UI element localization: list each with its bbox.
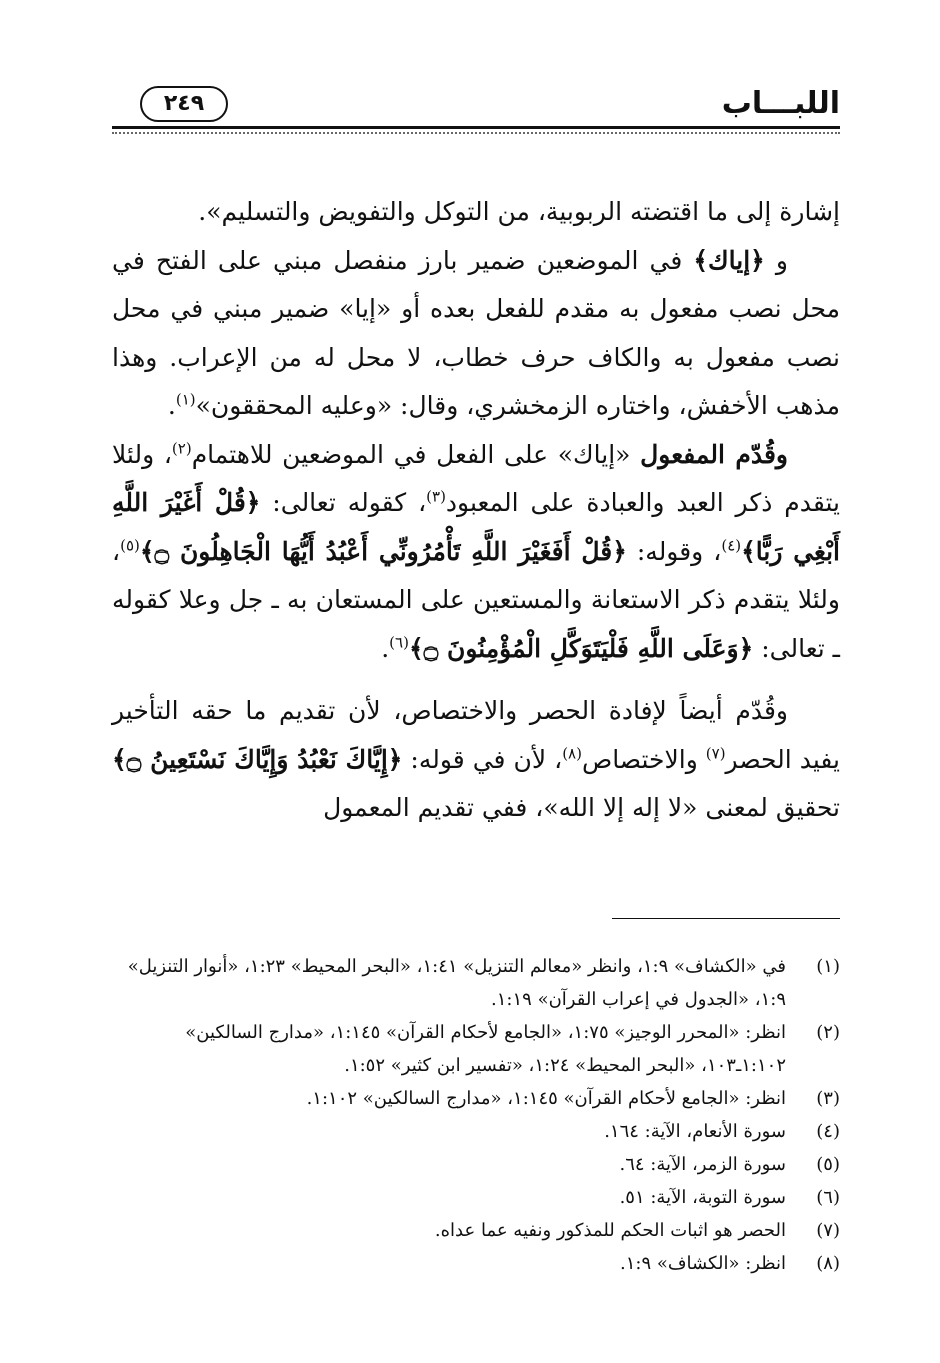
footnote-ref: (٢): [171, 439, 192, 458]
footnote-number: (٤): [816, 1121, 840, 1142]
footnote: [112, 1247, 840, 1280]
footnote-ref: (٨): [562, 744, 582, 763]
footnote-ref: (٣): [426, 487, 446, 506]
quran-verse: ﴿قُلْ أَغَيْرَ اللَّهِ أَبْغِي رَبًّا﴾: [112, 488, 840, 566]
footnote-ref: (٧): [705, 744, 726, 763]
page-number-badge: ٢٤٩: [140, 86, 228, 122]
footnote: [112, 950, 840, 1016]
text-run: والاختصاص: [581, 744, 706, 774]
footnote: [112, 1181, 840, 1214]
text-run: ، لأن في قوله:: [402, 744, 563, 774]
quran-verse: ﴿إِيَّاكَ نَعْبُدُ وَإِيَّاكَ نَسْتَعِينُ ۝﴾: [112, 744, 403, 774]
text-run: وقُدّم المفعول: [640, 439, 788, 469]
text-run: تحقيق لمعنى «لا إله إلا الله»، ففي تقديم المعمول: [323, 793, 840, 822]
footnote-text: سورة التوبة، الآية: ٥١.: [619, 1187, 786, 1208]
footnote-number: (٢): [816, 1022, 840, 1043]
footnote: [112, 1115, 840, 1148]
text-run: .: [381, 633, 390, 663]
footnote-text: في «الكشاف» ١:٩، وانظر «معالم التنزيل» ١:٤١، «البحر المحيط» ١:٢٣، «أنوار التنزيل» ١:٩، «الجدول في إعراب القرآن» ١:١٩.: [127, 956, 786, 1010]
text-run: ، وقوله:: [626, 536, 722, 566]
main-text: [112, 188, 840, 833]
page-header: [112, 82, 840, 132]
footnote-ref: (٤): [721, 536, 742, 555]
text-run: «إياك» على الفعل في الموضعين للاهتمام: [191, 439, 641, 469]
footnote-number: (٦): [816, 1187, 840, 1208]
text-run: .: [167, 391, 176, 420]
text-run: في الموضعين ضمير بارز منفصل مبني على الفتح في محل نصب مفعول به مقدم للفعل بعده أو «إيا» ضمير مبني في محل نصب مفعول به والكاف حرف خطاب، لا محل له من الإعراب. وهذا مذهب الأخفش، واختاره الزمخشري، وقال: «وعليه المحققون»: [112, 245, 840, 420]
paragraph: [112, 237, 840, 431]
text-run: و: [764, 245, 788, 275]
footnote-number: (٣): [816, 1088, 840, 1109]
paragraph: [112, 687, 840, 833]
footnote-text: سورة الأنعام، الآية: ١٦٤.: [604, 1121, 786, 1142]
paragraph: [112, 431, 840, 674]
text-run: ، ولئلا يتقدم ذكر الاستعانة والمستعين على المستعان به ـ جل وعلا كقوله ـ تعالى:: [112, 536, 840, 663]
footnote: [112, 1214, 840, 1247]
header-dotted-rule: [112, 132, 840, 134]
text-run: ، ولئلا يتقدم ذكر العبد والعبادة على المعبود: [112, 439, 840, 517]
quran-verse: ﴿قُلْ أَفَغَيْرَ اللَّهِ تَأْمُرُونِّي أَعْبُدُ أَيُّهَا الْجَاهِلُونَ ۝﴾: [139, 536, 627, 566]
quran-verse: ﴿وَعَلَى اللَّهِ فَلْيَتَوَكَّلِ الْمُؤْمِنُونَ ۝﴾: [408, 633, 754, 663]
footnote-number: (٧): [816, 1220, 840, 1241]
footnote: [112, 1148, 840, 1181]
footnotes: [112, 950, 840, 1280]
footnote-text: انظر: «الجامع لأحكام القرآن» ١:١٤٥، «مدارج السالكين» ١:١٠٢.: [306, 1088, 786, 1109]
footnote-number: (٨): [816, 1253, 840, 1274]
footnote-separator: [612, 918, 840, 919]
footnote-text: الحصر هو اثبات الحكم للمذكور ونفيه عما عداه.: [434, 1220, 786, 1241]
text-run: ، كقوله تعالى:: [260, 488, 427, 517]
footnote: [112, 1016, 840, 1082]
text-run: ﴿إياك﴾: [693, 245, 765, 275]
footnote-ref: (٦): [389, 633, 409, 652]
footnote-ref: (١): [175, 390, 196, 409]
paragraph: [112, 188, 840, 237]
text-run: إشارة إلى ما اقتضته الربوبية، من التوكل والتفويض والتسليم».: [198, 197, 840, 226]
footnote: [112, 1082, 840, 1115]
text-run: وقُدّم أيضاً لإفادة الحصر والاختصاص، لأن تقديم ما حقه التأخير يفيد الحصر: [112, 696, 840, 774]
footnote-ref: (٥): [120, 536, 140, 555]
footnote-text: سورة الزمر، الآية: ٦٤.: [619, 1154, 786, 1175]
footnote-text: انظر: «الكشاف» ١:٩.: [619, 1253, 786, 1274]
header-rule: [112, 126, 840, 129]
footnote-number: (١): [816, 956, 840, 977]
book-title: اللبـــاب: [721, 86, 840, 121]
footnote-number: (٥): [816, 1154, 840, 1175]
footnote-text: انظر: «المحرر الوجيز» ١:٧٥، «الجامع لأحكام القرآن» ١:١٤٥، «مدارج السالكين» ١:١٠٢ـ١٠٣، «البحر المحيط» ١:٢٤، «تفسير ابن كثير» ١:٥٢.: [185, 1022, 786, 1076]
